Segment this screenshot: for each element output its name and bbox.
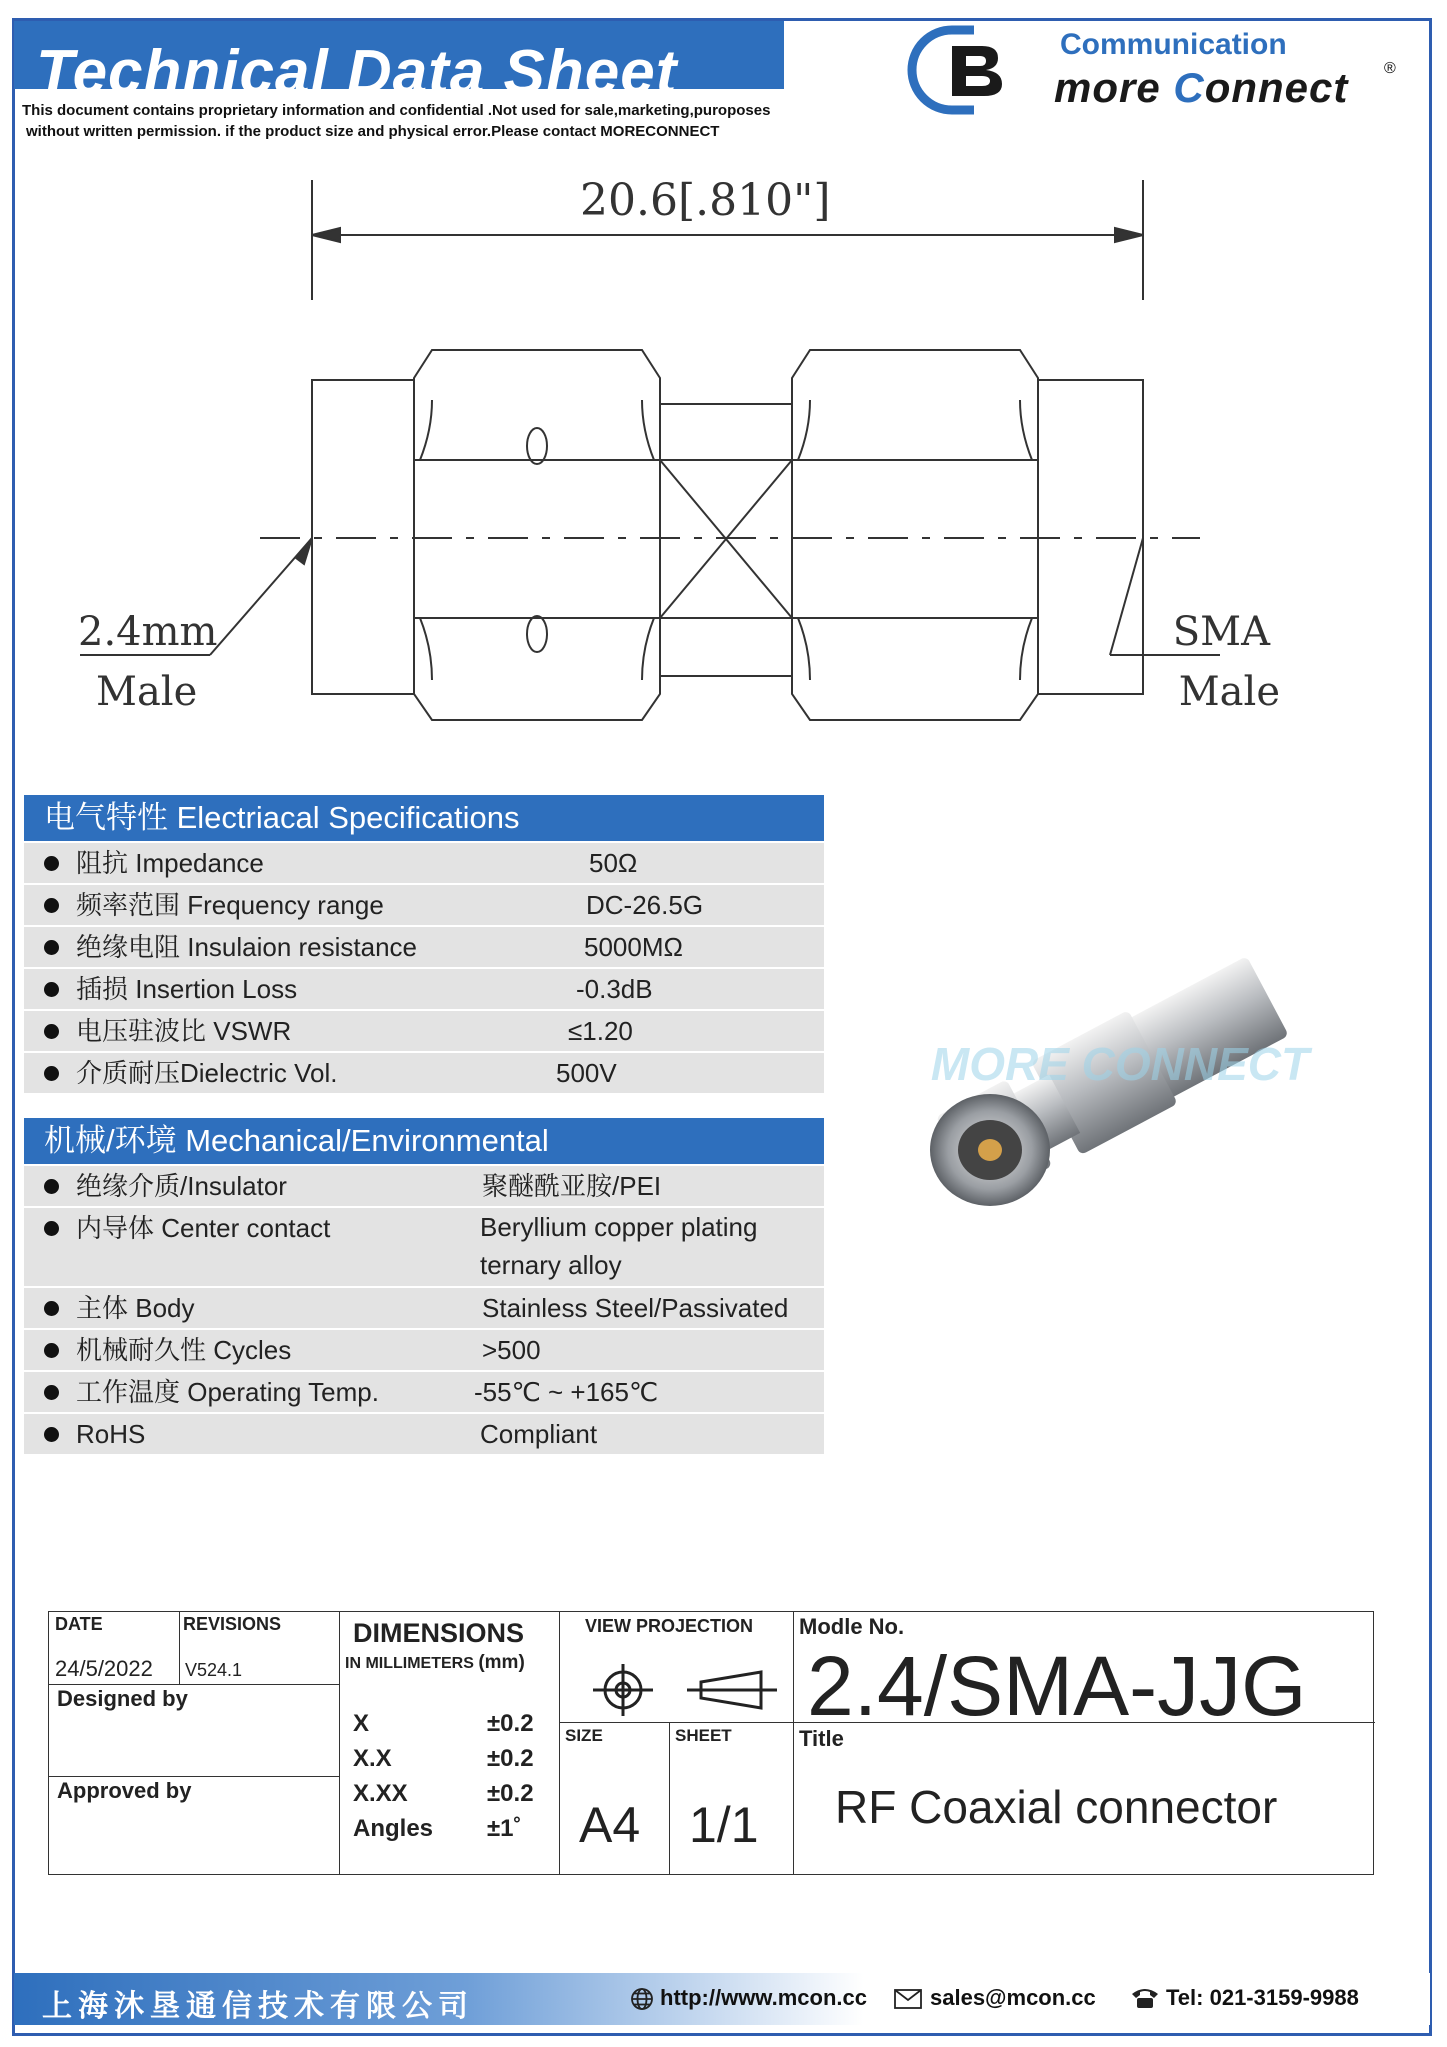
tolerance-value: ±0.2 xyxy=(487,1780,534,1807)
date-label: DATE xyxy=(55,1614,103,1634)
view-projection-label: VIEW PROJECTION xyxy=(585,1616,754,1636)
spec-value: Compliant xyxy=(480,1419,598,1449)
spec-row xyxy=(24,841,824,883)
mechanical-specs-heading: 机械/环境 Mechanical/Environmental xyxy=(24,1118,824,1164)
globe-icon xyxy=(630,1987,654,2011)
registered-mark: ® xyxy=(1384,60,1396,77)
spec-value: >500 xyxy=(482,1335,541,1365)
tolerance-key: X xyxy=(353,1710,370,1737)
model-number-label: Modle No. xyxy=(799,1614,905,1639)
spec-row xyxy=(24,1370,824,1412)
spec-value: ≤1.20 xyxy=(568,1016,633,1046)
company-name: 上海沐垦通信技术有限公司 xyxy=(42,1989,474,2024)
model-number-value: 2.4/SMA-JJG xyxy=(807,1639,1307,1733)
spec-label: 电压驻波比 VSWR xyxy=(76,1016,292,1046)
tolerance-key: X.X xyxy=(353,1745,392,1772)
bullet-icon xyxy=(44,1024,59,1039)
company-logo xyxy=(912,22,1422,118)
bullet-icon xyxy=(44,1385,59,1400)
connector-drawing xyxy=(60,160,1280,730)
right-connector-gender: Male xyxy=(1178,669,1280,715)
email-link[interactable]: sales@mcon.cc xyxy=(930,1985,1096,2010)
footer-bar xyxy=(14,1973,1430,2025)
sheet-label: SHEET xyxy=(675,1726,732,1745)
bullet-icon xyxy=(44,1066,59,1081)
right-connector-type: SMA xyxy=(1172,609,1270,655)
tolerance-key: Angles xyxy=(353,1815,434,1842)
approved-by-label: Approved by xyxy=(57,1778,192,1803)
bullet-icon xyxy=(44,898,59,913)
bullet-icon xyxy=(44,1179,59,1194)
revisions-label: REVISIONS xyxy=(183,1614,282,1634)
dimensions-label: DIMENSIONS xyxy=(353,1618,525,1648)
spec-label: 频率范围 Frequency range xyxy=(76,890,384,920)
notice-line-2: without written permission. if the product size and physical error.Please contact MORECONNECT xyxy=(26,123,720,140)
logo-mark-icon xyxy=(912,22,1012,118)
spec-row xyxy=(24,1206,824,1286)
title-block xyxy=(48,1611,1374,1875)
logo-communication-text: Communication xyxy=(1060,28,1287,61)
spec-value: 500V xyxy=(556,1058,617,1088)
bullet-icon xyxy=(44,856,59,871)
tolerance-value: ±0.2 xyxy=(487,1710,534,1737)
spec-label: 主体 Body xyxy=(76,1293,195,1323)
spec-value: DC-26.5G xyxy=(586,890,704,920)
spec-row xyxy=(24,1009,824,1051)
tolerance-key: X.XX xyxy=(353,1780,408,1807)
bullet-icon xyxy=(44,982,59,997)
spec-row xyxy=(24,1286,824,1328)
bullet-icon xyxy=(44,940,59,955)
logo-brand-text: more Connect xyxy=(1054,64,1349,111)
tolerance-value: ±1˚ xyxy=(487,1815,522,1842)
spec-value: 聚醚酰亚胺/PEI xyxy=(482,1171,662,1201)
bullet-icon xyxy=(44,1221,59,1236)
spec-label: 介质耐压Dielectric Vol. xyxy=(76,1058,338,1088)
title-banner xyxy=(14,21,784,107)
notice-line-1: This document contains proprietary information and confidential .Not used for sale,marketing,puroposes xyxy=(22,102,771,119)
left-connector-size: 2.4mm xyxy=(78,609,218,655)
spec-value: -55℃ ~ +165℃ xyxy=(474,1377,659,1407)
website-link[interactable]: http://www.mcon.cc xyxy=(660,1985,867,2010)
confidentiality-notice xyxy=(22,100,770,142)
electrical-specs-table xyxy=(24,795,824,1093)
spec-row xyxy=(24,925,824,967)
product-photo xyxy=(900,930,1340,1220)
overall-length-dimension: 20.6[.810"] xyxy=(580,175,831,226)
left-connector-gender: Male xyxy=(96,669,198,715)
telephone-number: Tel: 021-3159-9988 xyxy=(1166,1985,1359,2010)
spec-row xyxy=(24,883,824,925)
spec-value-continued: ternary alloy xyxy=(480,1250,622,1280)
telephone-icon xyxy=(1130,1986,1160,2010)
designed-by-label: Designed by xyxy=(57,1686,188,1711)
bullet-icon xyxy=(44,1427,59,1442)
spec-label: 阻抗 Impedance xyxy=(76,848,264,878)
sheet-value: 1/1 xyxy=(689,1797,759,1853)
dimensions-unit: IN MILLIMETERS (mm) xyxy=(345,1652,525,1673)
spec-value: Stainless Steel/Passivated xyxy=(482,1293,789,1323)
spec-row xyxy=(24,1164,824,1206)
spec-value: 5000MΩ xyxy=(584,932,683,962)
spec-label: 机械耐久性 Cycles xyxy=(76,1335,292,1365)
bullet-icon xyxy=(44,1301,59,1316)
photo-watermark: MORE CONNECT xyxy=(930,1038,1310,1090)
size-label: SIZE xyxy=(565,1726,603,1745)
spec-label: 绝缘电阻 Insulaion resistance xyxy=(76,932,418,962)
spec-row xyxy=(24,1328,824,1370)
spec-row xyxy=(24,1051,824,1093)
spec-row xyxy=(24,1412,824,1454)
bullet-icon xyxy=(44,1343,59,1358)
electrical-specs-heading: 电气特性 Electriacal Specifications xyxy=(24,795,824,841)
spec-label: RoHS xyxy=(76,1419,146,1449)
projection-symbol-icon xyxy=(583,1664,779,1716)
spec-label: 工作温度 Operating Temp. xyxy=(76,1377,379,1407)
product-title: RF Coaxial connector xyxy=(835,1781,1278,1833)
tolerance-value: ±0.2 xyxy=(487,1745,534,1772)
mechanical-specs-table xyxy=(24,1118,824,1454)
spec-value: 50Ω xyxy=(589,848,638,878)
size-value: A4 xyxy=(579,1797,641,1853)
spec-row xyxy=(24,967,824,1009)
spec-label: 插损 Insertion Loss xyxy=(76,974,298,1004)
date-value: 24/5/2022 xyxy=(55,1656,153,1681)
spec-value: Beryllium copper plating xyxy=(480,1212,758,1242)
spec-label: 绝缘介质/Insulator xyxy=(76,1171,287,1201)
page-title: Technical Data Sheet xyxy=(36,38,678,107)
spec-value: -0.3dB xyxy=(576,974,653,1004)
revisions-value: V524.1 xyxy=(185,1660,243,1680)
spec-label: 内导体 Center contact xyxy=(76,1213,331,1243)
title-label: Title xyxy=(799,1726,844,1751)
email-icon xyxy=(894,1989,922,2009)
